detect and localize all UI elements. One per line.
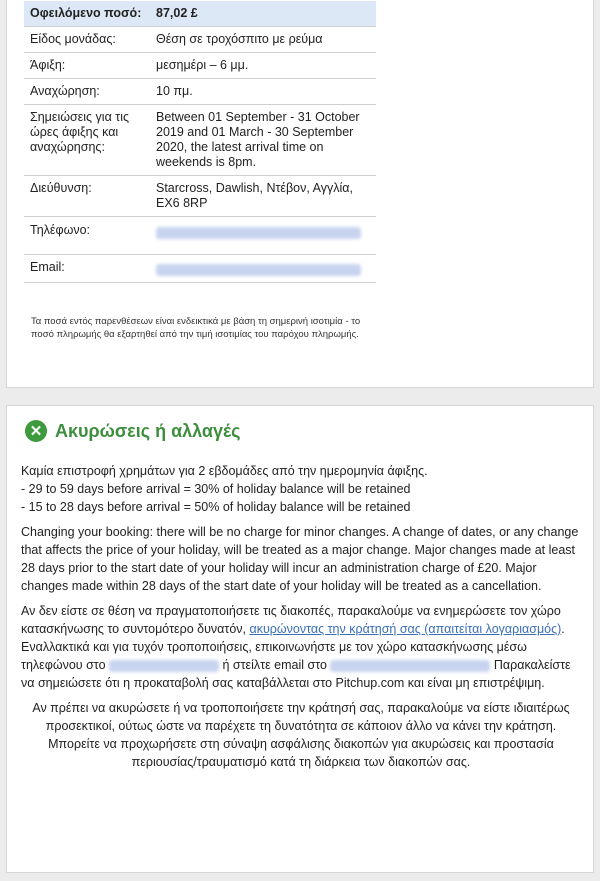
contact-text-2: . Εναλλακτικά και για τυχόν τροποποιήσεις, επικοινωνήστε με τον χώρο κατασκήνωσης μέσω τηλεφώνου στο — [21, 622, 565, 672]
departure-row — [24, 79, 376, 105]
booking-details-table — [24, 1, 376, 283]
cancellations-header — [25, 420, 241, 442]
departure-value: 10 πμ. — [152, 79, 376, 105]
refund-policy — [21, 462, 581, 516]
amount-due-row — [24, 1, 376, 27]
campsite-phone-redacted — [109, 660, 219, 672]
booking-details-card — [6, 0, 594, 388]
phone-redacted — [156, 227, 361, 239]
refund-policy-line-3: - 15 to 28 days before arrival = 50% of holiday balance will be retained — [21, 500, 411, 514]
address-label: Διεύθυνση: — [24, 176, 152, 217]
cancel-booking-link[interactable]: ακυρώνοντας την κράτησή σας (απαιτείται λογαριασμός) — [249, 622, 562, 636]
email-row — [24, 255, 376, 283]
contact-text-1: Αν δεν είστε σε θέση να πραγματοποιήσετε τις διακοπές, παρακαλούμε να ενημερώσετε τον χώρο κατασκήνωσης το συντομότερο δυνατόν, — [21, 604, 561, 636]
arrival-notes-row — [24, 105, 376, 176]
cancellations-card — [6, 405, 594, 873]
amount-due-label: Οφειλόμενο ποσό: — [24, 1, 152, 27]
cancellations-body — [21, 462, 581, 778]
campsite-email-redacted — [330, 660, 490, 672]
unit-type-row — [24, 27, 376, 53]
cross-circle-icon: ✕ — [25, 420, 47, 442]
arrival-label: Άφιξη: — [24, 53, 152, 79]
arrival-value: μεσημέρι – 6 μμ. — [152, 53, 376, 79]
amount-due-value: 87,02 £ — [152, 1, 376, 27]
contact-text-3: ή στείλτε email στο — [219, 658, 331, 672]
refund-policy-line-1: Καμία επιστροφή χρημάτων για 2 εβδομάδες από την ημερομηνία άφιξης. — [21, 464, 428, 478]
changes-policy: Changing your booking: there will be no charge for minor changes. A change of dates, or any change that affects the price of your holiday, will be treated as a major change. Major changes made at least 28 days prior to the start date of your holiday will incur an administration charge of £20. Major changes made within 28 days of the start date of your holiday will be treated as a cancellation. — [21, 525, 579, 593]
cancellations-title: Ακυρώσεις ή αλλαγές — [55, 420, 241, 441]
unit-type-value: Θέση σε τροχόσπιτο με ρεύμα — [152, 27, 376, 53]
contact-paragraph — [21, 602, 581, 692]
arrival-row — [24, 53, 376, 79]
address-value: Starcross, Dawlish, Ντέβον, Αγγλία, EX6 8RP — [152, 176, 376, 217]
arrival-notes-value: Between 01 September - 31 October 2019 and 01 March - 30 September 2020, the latest arrival time on weekends is 8pm. — [152, 105, 376, 176]
departure-label: Αναχώρηση: — [24, 79, 152, 105]
refund-policy-line-2: - 29 to 59 days before arrival = 30% of holiday balance will be retained — [21, 482, 411, 496]
address-row — [24, 176, 376, 217]
contact-text-4: Παρακαλείστε να σημειώσετε ότι η προκαταβολή σας καταβάλλεται στο Pitchup.com και είναι μη επιστρέψιμη. — [21, 658, 571, 690]
insurance-paragraph: Αν πρέπει να ακυρώσετε ή να τροποποιήσετε την κράτησή σας, παρακαλούμε να είστε ιδιαιτέρως προσεκτικοί, ούτως ώστε να παρέχετε τη δυνατότητα σε κάποιον άλλο να κάνει την κράτηση. Μπορείτε να προχωρήσετε στη σύναψη ασφάλισης διακοπών για ακυρώσεις και προστασία περιουσίας/τραυματισμό κατά τη διάρκεια των διακοπών σας. — [32, 701, 570, 769]
phone-row — [24, 217, 376, 255]
phone-label: Τηλέφωνο: — [24, 217, 152, 255]
email-label: Email: — [24, 255, 152, 283]
email-redacted — [156, 264, 361, 276]
currency-note: Τα ποσά εντός παρενθέσεων είναι ενδεικτικά με βάση τη σημερινή ισοτιμία - το ποσό πληρωμής θα εξαρτηθεί από την τιμή ισοτιμίας του παρόχου πληρωμής. — [31, 316, 361, 340]
unit-type-label: Είδος μονάδας: — [24, 27, 152, 53]
arrival-notes-label: Σημειώσεις για τις ώρες άφιξης και αναχώρησης: — [24, 105, 152, 176]
